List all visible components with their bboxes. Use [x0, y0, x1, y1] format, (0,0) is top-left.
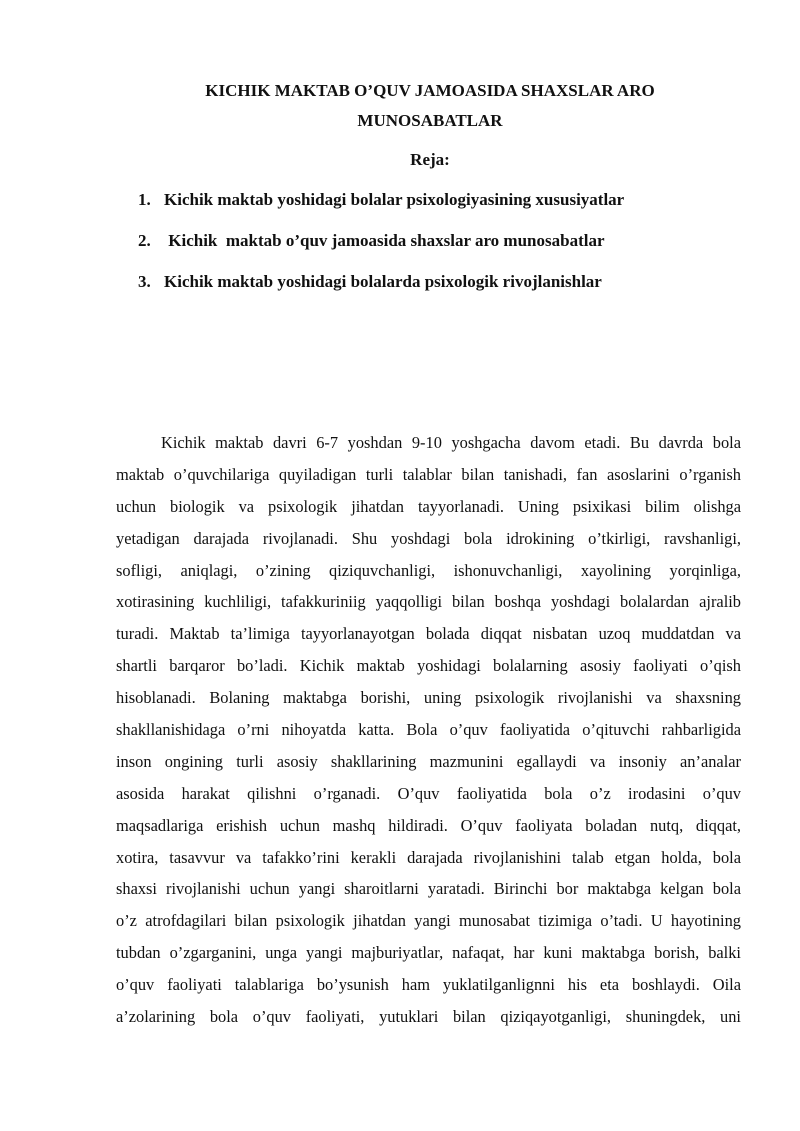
body-paragraph: [116, 427, 741, 1033]
plan-item: [138, 268, 624, 296]
plan-heading: Reja:: [410, 150, 450, 169]
document-title-line-1: KICHIK MAKTAB O’QUV JAMOASIDA SHAXSLAR ARO: [205, 81, 655, 100]
plan-item-text: Kichik maktab yoshidagi bolalarda psixologik rivojlanishlar: [164, 272, 602, 291]
plan-list: [138, 186, 624, 309]
body-line: o’z atrofdagilari bilan psixologik jihatdan yangi munosabat tizimiga o’tadi. U hayotining: [116, 911, 741, 931]
plan-item: [138, 186, 624, 214]
plan-item: [138, 227, 624, 255]
body-line: asosida harakat qilishni o’rganadi. O’quv faoliyatida bola o’z irodasini o’quv: [116, 783, 741, 803]
body-line: turadi. Maktab ta’limiga tayyorlanayotgan bolada diqqat nisbatan uzoq muddatdan va: [116, 624, 741, 644]
document-title-line-2: MUNOSABATLAR: [357, 111, 503, 130]
body-line: shakllanishidaga o’rni nihoyatda katta. Bola o’quv faoliyatida o’qituvchi rahbarligida: [116, 720, 741, 740]
body-line: uchun biologik va psixologik jihatdan tayyorlanadi. Uning psixikasi bilim olishga: [116, 496, 741, 516]
plan-item-number: 2.: [138, 231, 151, 250]
plan-item-text: Kichik maktab o’quv jamoasida shaxslar aro munosabatlar: [164, 231, 605, 250]
body-line: xotirasining kuchliligi, tafakkuriniig yaqqolligi bilan boshqa yoshdagi bolalardan ajralib: [116, 592, 741, 612]
body-line: inson ongining turli asosiy shakllarining mazmunini egallaydi va insoniy an’analar: [116, 751, 741, 771]
plan-item-number: 1.: [138, 190, 151, 209]
body-line: Kichik maktab davri 6-7 yoshdan 9-10 yoshgacha davom etadi. Bu davrda bola: [161, 433, 741, 452]
body-line: yetadigan darajada rivojlanadi. Shu yoshdagi bola idrokining o’tkirligi, ravshanligi,: [116, 528, 741, 548]
body-line: maktab o’quvchilariga quyiladigan turli talablar bilan tanishadi, fan asoslarini o’rganish: [116, 464, 741, 484]
body-line: sofligi, aniqlagi, o’zining qiziquvchanligi, ishonuvchanligi, xayolining yorqinliga,: [116, 560, 741, 580]
plan-item-number: 3.: [138, 272, 151, 291]
body-line: shartli barqaror bo’ladi. Kichik maktab yoshidagi bolalarning asosiy faoliyati o’qish: [116, 656, 741, 676]
body-line: hisoblanadi. Bolaning maktabga borishi, uning psixologik rivojlanishi va shaxsning: [116, 688, 741, 708]
body-line: xotira, tasavvur va tafakko’rini kerakli darajada rivojlanishini talab etgan holda, bola: [116, 847, 741, 867]
body-line: o’quv faoliyati talablariga bo’ysunish ham yuklatilganlignni his eta boshlaydi. Oila: [116, 975, 741, 995]
body-line: tubdan o’zgarganini, unga yangi majburiyatlar, nafaqat, har kuni maktabga borish, balki: [116, 943, 741, 963]
body-line: a’zolarining bola o’quv faoliyati, yutuklari bilan qiziqayotganligi, shuningdek, uni: [116, 1007, 741, 1027]
body-line: maqsadlariga erishish uchun mashq hildiradi. O’quv faoliyata boladan nutq, diqqat,: [116, 815, 741, 835]
body-line: shaxsi rivojlanishi uchun yangi sharoitlarni yaratadi. Birinchi bor maktabga kelgan bola: [116, 879, 741, 899]
plan-item-text: Kichik maktab yoshidagi bolalar psixologiyasining xususiyatlar: [164, 190, 625, 209]
